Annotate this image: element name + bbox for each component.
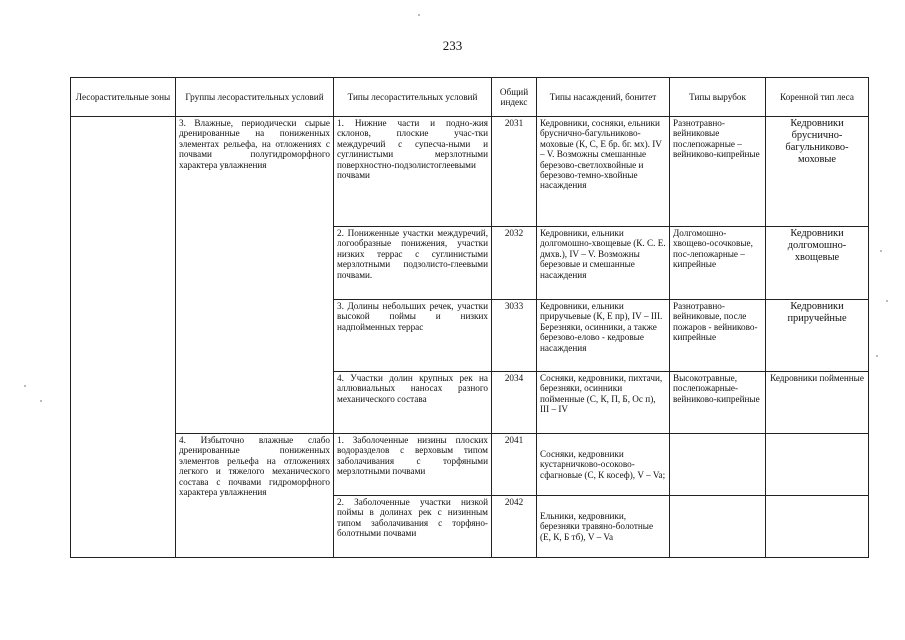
forest-types-table [70, 77, 869, 558]
header-root-type: Коренной тип леса [766, 78, 869, 117]
header-groups: Группы лесорастительных условий [176, 78, 334, 117]
cond-type-cell: 3. Долины небольших речек, участки высокой поймы и низких надпойменных террас [334, 300, 492, 372]
cond-type-cell: 1. Нижние части и подно-жия склонов, плоские учас-тки междуречий с супесча-ными и суглинистыми мерзлотными поверхностно-подзолистоглеевыми почвами [334, 117, 492, 227]
header-row [71, 78, 869, 117]
index-cell: 3033 [492, 300, 537, 372]
index-cell: 2042 [492, 496, 537, 558]
plant-type-cell: Сосняки, кедровники, пихтачи, березняки, осинники пойменные (С, К, П, Б, Ос п), III – IV [537, 372, 670, 434]
plant-type-cell: Кедровники, сосняки, ельники бруснично-багульниково-моховые (К, С, Е бр. бг. мх). IV – V. Возможны смешанные березово-светлохвойные и березово-темно-хвойные насаждения [537, 117, 670, 227]
plant-type-cell: Кедровники, ельники приручьевые (К, Е пр), IV – III. Березняки, осинники, а также березово-елово - кедровые насаждения [537, 300, 670, 372]
header-cond-types: Типы лесорастительных условий [334, 78, 492, 117]
scan-speck [418, 14, 420, 16]
scan-speck [40, 400, 42, 402]
root-type-cell: Кедровники приручейные [766, 300, 869, 372]
header-index: Общий индекс [492, 78, 537, 117]
clearing-type-cell: Разнотравно-вейниковые, после пожаров - вейниково-кипрейные [670, 300, 766, 372]
clearing-type-cell [670, 434, 766, 496]
zone-cell [71, 117, 176, 558]
scan-speck [880, 250, 882, 252]
header-plant-types: Типы насаждений, бонитет [537, 78, 670, 117]
scan-speck [886, 300, 888, 302]
table-row [71, 434, 869, 496]
cond-type-cell: 1. Заболоченные низины плоских водоразделов с верховым типом заболачивания с торфяными мерзлотными почвами [334, 434, 492, 496]
scan-speck [876, 355, 878, 357]
plant-type-cell: Сосняки, кедровники кустарничково-осоково-сфагновые (С, К косеф), V – Va; [537, 434, 670, 496]
clearing-type-cell: Высокотравные, послепожарные-вейниково-кипрейные [670, 372, 766, 434]
root-type-cell: Кедровники долгомошно-хвощевые [766, 227, 869, 300]
clearing-type-cell: Долгомошно-хвощево-осочковые, пос-лепожарные – кипрейные [670, 227, 766, 300]
table-row [71, 117, 869, 227]
page-number: 233 [442, 38, 463, 53]
group-cell: 4. Избыточно влажные слабо дренированные пониженных элементов рельефа на отложениях легкого и тяжелого механического состава с почвами гидроморфного характера увлажнения [176, 434, 334, 558]
group-cell: 3. Влажные, периодически сырые дренированные на пониженных элементах рельефа, на отложениях с почвами полугидроморфного характера увлажнения [176, 117, 334, 434]
root-type-cell: Кедровники пойменные [766, 372, 869, 434]
index-cell: 2032 [492, 227, 537, 300]
clearing-type-cell: Разнотравно-вейниковые послепожарные – вейниково-кипрейные [670, 117, 766, 227]
header-zones: Лесорастительные зоны [71, 78, 176, 117]
root-type-cell [766, 496, 869, 558]
cond-type-cell: 4. Участки долин крупных рек на аллювиальных наносах разного механического состава [334, 372, 492, 434]
plant-type-cell: Ельники, кедровники, березняки травяно-болотные (Е, К, Б тб), V – Va [537, 496, 670, 558]
index-cell: 2041 [492, 434, 537, 496]
clearing-type-cell [670, 496, 766, 558]
plant-type-cell: Кедровники, ельники долгомошно-хвощевые (К. С. Е. дмхв.), IV – V. Возможны березовые и смешанные насаждения [537, 227, 670, 300]
cond-type-cell: 2. Заболоченные участки низкой поймы в долинах рек с низинным типом заболачивания с торфяно-болотными почвами [334, 496, 492, 558]
index-cell: 2034 [492, 372, 537, 434]
cond-type-cell: 2. Пониженные участки междуречий, логообразные понижения, участки низких террас с суглинистыми мерзлотными подзолисто-глеевыми почвами. [334, 227, 492, 300]
root-type-cell: Кедровники бруснично-багульниково-моховые [766, 117, 869, 227]
header-clearing-types: Типы вырубок [670, 78, 766, 117]
root-type-cell [766, 434, 869, 496]
index-cell: 2031 [492, 117, 537, 227]
scan-speck [24, 385, 26, 387]
